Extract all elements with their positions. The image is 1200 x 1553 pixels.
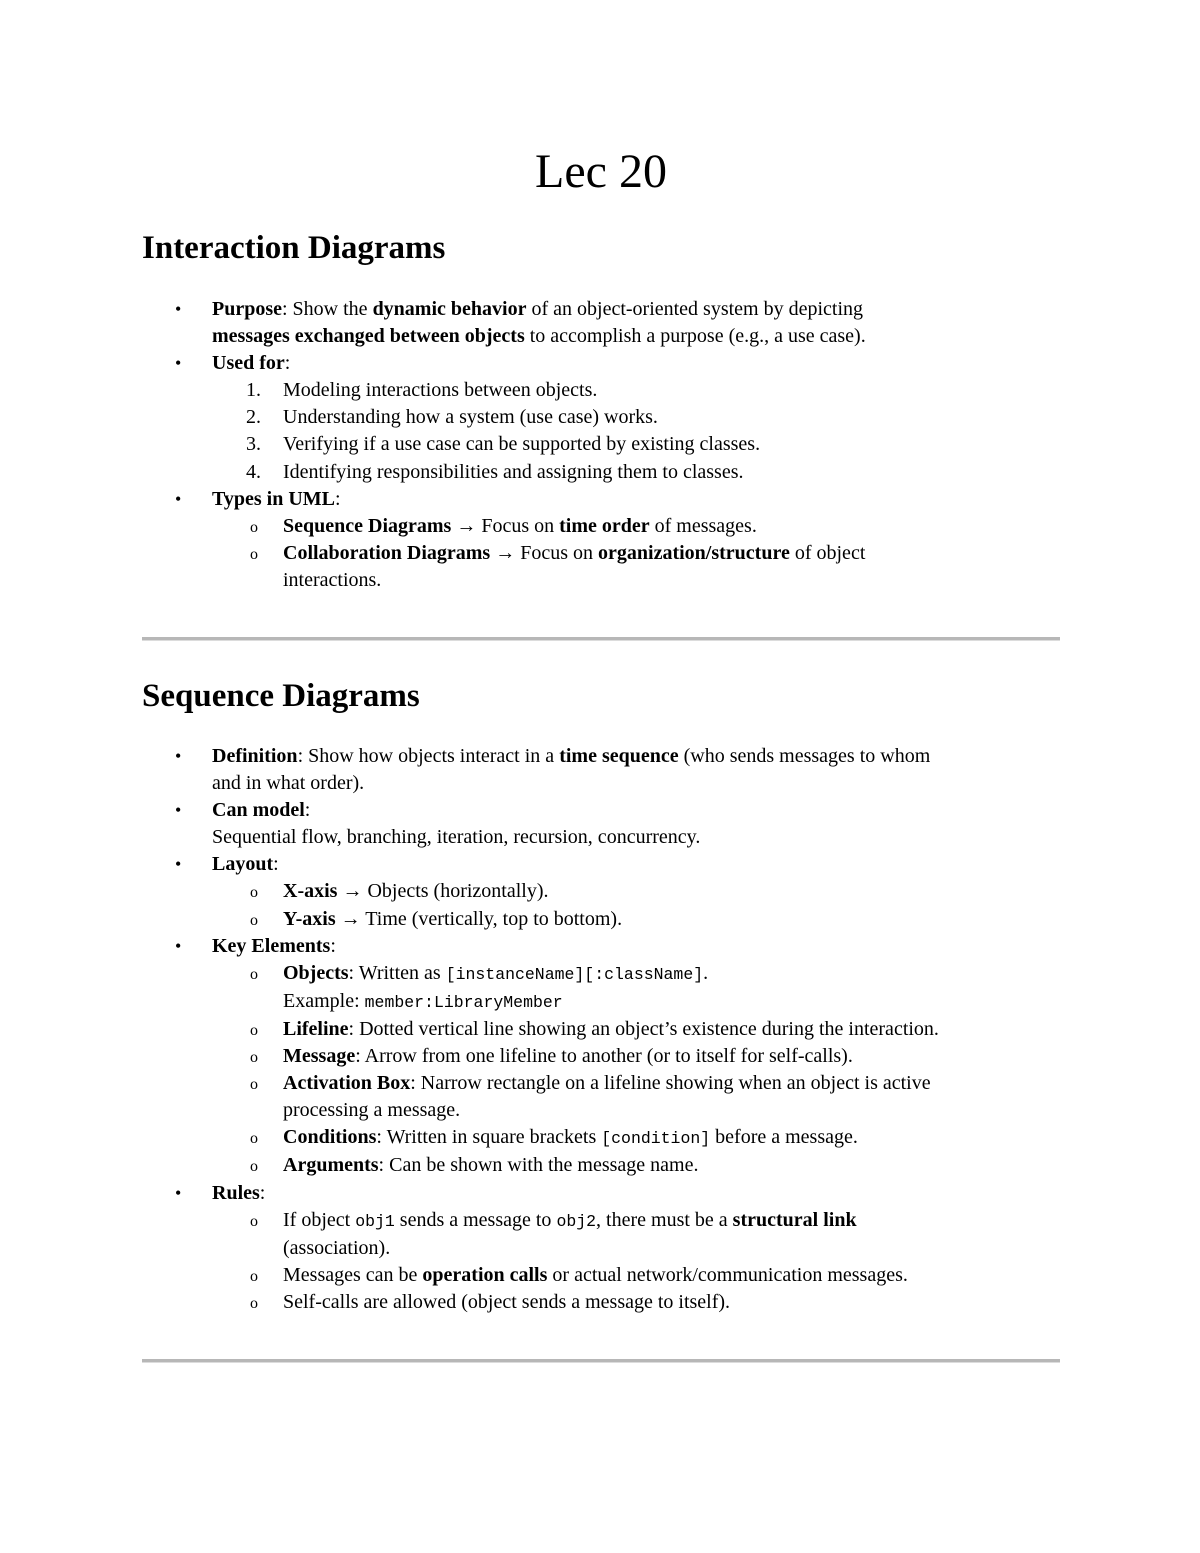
list-item-purpose-cont: messages exchanged between objects to accomplish a purpose (e.g., a use case).: [212, 325, 866, 348]
section-heading-interaction-diagrams: Interaction Diagrams: [142, 230, 446, 266]
list-item-can-model: • Can model:: [142, 797, 1060, 824]
circle-bullet-icon: o: [250, 518, 258, 536]
circle-bullet-icon: o: [250, 1158, 258, 1176]
list-item-purpose: • Purpose: Show the dynamic behavior of an object-oriented system by depicting: [142, 296, 1060, 323]
bullet-icon: •: [175, 854, 182, 875]
circle-bullet-icon: o: [250, 1267, 258, 1285]
numbered-item: 4. Identifying responsibilities and assigning them to classes.: [246, 460, 744, 483]
sub-item-activation-box-cont: processing a message.: [283, 1099, 461, 1122]
sub-item-activation-box: o Activation Box: Narrow rectangle on a lifeline showing when an object is active: [142, 1070, 1060, 1097]
bullet-icon: •: [175, 800, 182, 821]
sub-item-message: o Message: Arrow from one lifeline to another (or to itself for self-calls).: [142, 1043, 1060, 1070]
circle-bullet-icon: o: [250, 1130, 258, 1148]
list-item-types-in-uml: • Types in UML:: [142, 486, 1060, 513]
numbered-item: 3. Verifying if a use case can be supported by existing classes.: [246, 433, 761, 456]
sub-item-y-axis: o Y-axis → Time (vertically, top to bottom).: [142, 906, 1060, 933]
circle-bullet-icon: o: [250, 911, 258, 929]
bullet-icon: •: [175, 1182, 182, 1203]
list-item-layout: • Layout:: [142, 851, 1060, 878]
sub-item-collaboration-cont: interactions.: [283, 568, 382, 591]
circle-bullet-icon: o: [250, 965, 258, 983]
sub-item-x-axis: o X-axis → Objects (horizontally).: [142, 878, 1060, 905]
sub-item-objects-example: Example: member:LibraryMember: [283, 989, 563, 1012]
sub-item-rule-self-calls: o Self-calls are allowed (object sends a message to itself).: [142, 1289, 1060, 1316]
list-item-definition: • Definition: Show how objects interact in a time sequence (who sends messages to whom: [142, 743, 1060, 770]
sub-item-conditions: o Conditions: Written in square brackets [condition] before a message.: [142, 1124, 1060, 1152]
sub-item-objects: o Objects: Written as [instanceName][:className].: [142, 960, 1060, 988]
circle-bullet-icon: o: [250, 1049, 258, 1067]
sub-item-lifeline: o Lifeline: Dotted vertical line showing an object’s existence during the interaction.: [142, 1016, 1060, 1043]
list-item-definition-cont: and in what order).: [212, 772, 365, 795]
list-item-can-model-text: Sequential flow, branching, iteration, recursion, concurrency.: [212, 826, 701, 849]
numbered-item: 2. Understanding how a system (use case) works.: [246, 406, 658, 429]
sub-item-collaboration-diagrams: o Collaboration Diagrams → Focus on organization/structure of object: [142, 540, 1060, 567]
bullet-icon: •: [175, 488, 182, 509]
bullet-icon: •: [175, 353, 182, 374]
numbered-item: 1. Modeling interactions between objects.: [246, 379, 598, 402]
circle-bullet-icon: o: [250, 1294, 258, 1312]
circle-bullet-icon: o: [250, 1021, 258, 1039]
sub-item-rule-structural-link: o If object obj1 sends a message to obj2, there must be a structural link: [142, 1207, 1060, 1235]
circle-bullet-icon: o: [250, 545, 258, 563]
sub-item-rule-operation-calls: o Messages can be operation calls or actual network/communication messages.: [142, 1262, 1060, 1289]
sub-item-sequence-diagrams: o Sequence Diagrams → Focus on time order of messages.: [142, 513, 1060, 540]
list-item-key-elements: • Key Elements:: [142, 933, 1060, 960]
bullet-icon: •: [175, 299, 182, 319]
sequence-diagrams-list: [142, 743, 1060, 1316]
circle-bullet-icon: o: [250, 1212, 258, 1230]
list-item-rules: • Rules:: [142, 1180, 1060, 1207]
circle-bullet-icon: o: [250, 884, 258, 902]
list-item-used-for: • Used for:: [142, 350, 1060, 377]
section-heading-sequence-diagrams: Sequence Diagrams: [142, 678, 420, 714]
interaction-diagrams-list: [142, 296, 1060, 594]
bullet-icon: •: [175, 935, 182, 956]
page-title: Lec 20: [535, 145, 667, 198]
circle-bullet-icon: o: [250, 1076, 258, 1094]
horizontal-divider: [142, 637, 1060, 641]
sub-item-arguments: o Arguments: Can be shown with the message name.: [142, 1152, 1060, 1179]
bullet-icon: •: [175, 746, 182, 766]
sub-item-rule-structural-link-cont: (association).: [283, 1236, 391, 1259]
horizontal-divider: [142, 1359, 1060, 1363]
